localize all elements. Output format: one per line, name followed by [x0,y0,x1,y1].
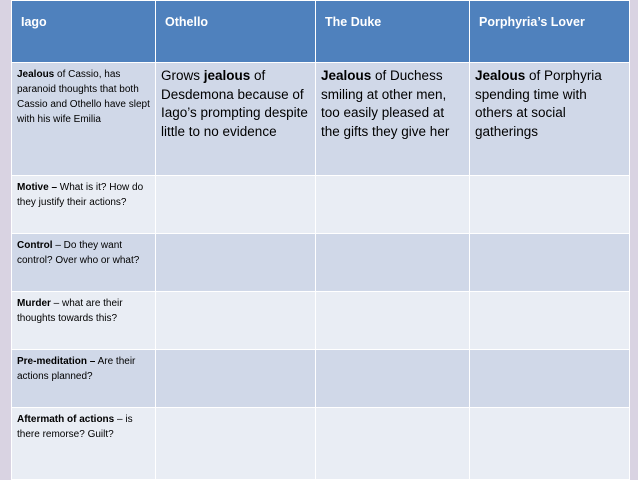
cell-label-bold: Control [17,240,53,251]
cell-duke-control[interactable] [316,234,470,292]
cell-othello-aftermath[interactable] [156,408,316,480]
cell-text-bold: Jealous [321,68,372,83]
table-row-murder [12,292,630,350]
table-row-jealousy [12,63,630,176]
table-row-motive [12,176,630,234]
cell-label-text: Are their actions planned? [17,356,136,382]
comparison-table [11,0,630,480]
cell-duke-premeditation[interactable] [316,350,470,408]
cell-text-bold: Jealous [475,68,526,83]
cell-motive-label [12,176,156,234]
cell-lover-murder[interactable] [470,292,630,350]
cell-lover-motive[interactable] [470,176,630,234]
table-row-control [12,234,630,292]
header-porphyrias-lover: Porphyria’s Lover [470,1,630,63]
cell-othello-motive[interactable] [156,176,316,234]
cell-iago-jealousy [12,63,156,176]
cell-label-bold: Jealous [17,69,55,80]
table-row-aftermath [12,408,630,480]
cell-duke-jealousy [316,63,470,176]
cell-othello-jealousy [156,63,316,176]
cell-text-pre: Grows [161,68,204,83]
table-header-row [12,1,630,63]
cell-lover-control[interactable] [470,234,630,292]
cell-premeditation-label [12,350,156,408]
header-iago: Iago [12,1,156,63]
cell-lover-premeditation[interactable] [470,350,630,408]
cell-text-rest: of Porphyria spending time with others at social gatherings [475,68,602,139]
cell-label-bold: Pre-meditation – [17,356,96,367]
cell-duke-motive[interactable] [316,176,470,234]
cell-text-rest: of Duchess smiling at other men, too easily pleased at the gifts they give her [321,68,450,139]
cell-label-text: – Do they want control? Over who or what? [17,240,140,266]
cell-othello-premeditation[interactable] [156,350,316,408]
cell-label-text: What is it? How do they justify their actions? [17,182,144,208]
cell-label-bold: Murder [17,298,51,309]
cell-aftermath-label [12,408,156,480]
cell-label-text: – is there remorse? Guilt? [17,414,133,440]
header-othello: Othello [156,1,316,63]
cell-label-bold: Aftermath of actions [17,414,115,425]
cell-label-text: of Cassio, has paranoid thoughts that both Cassio and Othello have slept with his wife Emilia [17,69,150,125]
header-the-duke: The Duke [316,1,470,63]
table-row-premeditation [12,350,630,408]
cell-othello-control[interactable] [156,234,316,292]
cell-duke-murder[interactable] [316,292,470,350]
cell-label-text: – what are their thoughts towards this? [17,298,123,324]
cell-lover-aftermath[interactable] [470,408,630,480]
cell-label-bold: Motive – [17,182,58,193]
cell-murder-label [12,292,156,350]
cell-control-label [12,234,156,292]
cell-othello-murder[interactable] [156,292,316,350]
cell-duke-aftermath[interactable] [316,408,470,480]
cell-text-bold: jealous [203,68,251,83]
cell-text-rest: of Desdemona because of Iago’s prompting despite little to no evidence [161,68,308,139]
cell-lover-jealousy [470,63,630,176]
